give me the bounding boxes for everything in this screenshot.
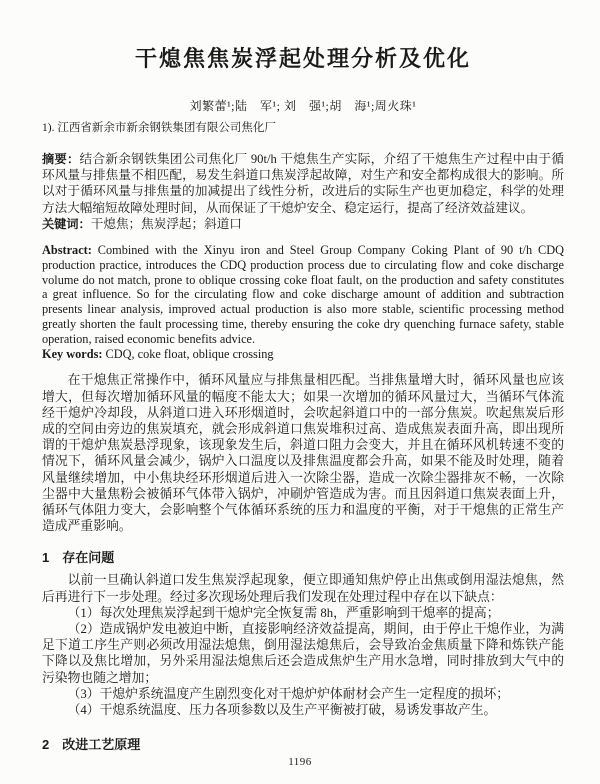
- keywords-cn-text: 干熄焦；焦炭浮起；斜道口: [90, 216, 242, 231]
- section-1-item-2: （2）造成锅炉发电被迫中断，直接影响经济效益提高，期间，由于停止干熄作业，为满足下道工序生产则必须改用湿法熄焦，倒用湿法熄焦后，会导致冶金焦质量下降和炼铁产能下降以及焦比增加，另外采用湿法熄焦后还会造成焦炉生产用水急增，同时排放到大气中的污染物也随之增加；: [42, 622, 564, 685]
- page-number: 1196: [288, 756, 312, 768]
- abstract-cn: [42, 151, 564, 216]
- keywords-en-label: Key words:: [42, 346, 103, 361]
- keywords-cn-label: 关键词：: [42, 216, 91, 231]
- abstract-cn-text: 结合新余钢铁集团公司焦化厂 90t/h 干熄焦生产实际，介绍了干熄焦生产过程中由于循环风量与排焦量不相匹配，易发生斜道口焦炭浮起故障，对生产和安全都构成很大的影响。所以对于循环风量与排焦量的加减提出了线性分析，改进后的实际生产也更加稳定，科学的处理方法大幅缩短故障处理时间，从而保证了干熄炉安全、稳定运行，提高了经济效益建议。: [42, 152, 565, 215]
- abstract-en-label: Abstract:: [42, 243, 92, 258]
- body-paragraph-1: 在干熄焦正常操作中，循环风量应与排焦量相匹配。当排焦量增大时，循环风量也应该增大，但每次增加循环风量的幅度不能太大；如果一次增加的循环风量过大，当循环气体流经干熄炉冷却段，从斜道口进入环形烟道时，会吹起斜道口中的一部分焦炭。吹起焦炭后形成的空间由旁边的焦炭填充，就会形成斜道口焦炭堆积过高、造成焦炭表面升高，即出现所谓的干熄炉焦炭悬浮现象，该现象发生后，斜道口阻力会变大，并且在循环风机转速不变的情况下，循环风量会减少，锅炉入口温度以及排焦温度都会升高，如果不能及时处理，随着风量继续增加，中小焦块经环形烟道后进入一次除尘器，造成一次除尘器排灰不畅，一次除尘器中大量焦粉会被循环气体带入锅炉，冲刷炉管造成为害。而且因斜道口焦炭表面上升，循环气体阻力变大，会影响整个气体循环系统的压力和温度的平衡，对于干熄焦的正常生产造成严重影响。: [42, 373, 564, 534]
- keywords-en: [42, 347, 564, 362]
- section-1-item-3: （3）干熄炉系统温度产生剧烈变化对干熄炉炉体耐材会产生一定程度的损坏；: [67, 686, 510, 701]
- abstract-en-text: Combined with the Xinyu iron and Steel Group Company Coking Plant of 90 t/h CDQ production practice, introduces the CDQ production process due to circulating flow and coke discharge volume do not match, prone to oblique crossing coke float fault, on the production and safety constitutes a great influence. So for the circulating flow and coke discharge amount of addition and subtraction presents linear analysis, improved actual production is also more stable, scientific processing method greatly shorten the fault processing time, thereby ensuring the coke dry quenching furnace safety, stable operation, raised economic benefits advice.: [42, 243, 564, 346]
- keywords-cn: [42, 216, 564, 232]
- section-1-item-4: （4）干熄系统温度、压力各项参数以及生产平衡被打破，易诱发事故产生。: [67, 703, 497, 718]
- authors-line: 刘繁蕾¹;陆 军¹; 刘 强¹;胡 海¹;周火珠¹: [189, 99, 417, 113]
- section-1-intro: 以前一旦确认斜道口发生焦炭浮起现象，便立即通知焦炉停止出焦或倒用湿法熄焦，然后再进行下一步处理。经过多次现场处理后我们发现在处理过程中存在以下缺点：: [42, 573, 564, 604]
- abstract-en: [42, 243, 564, 347]
- affiliation-line: 1). 江西省新余市新余钢铁集团有限公司焦化厂: [42, 122, 276, 134]
- section-2-heading: 2 改进工艺原理: [42, 737, 141, 753]
- keywords-en-text: CDQ, coke float, oblique crossing: [102, 346, 274, 361]
- section-1-heading: 1 存在问题: [42, 550, 115, 566]
- paper-title: 干熄焦焦炭浮起处理分析及优化: [134, 46, 471, 71]
- abstract-cn-label: 摘要：: [42, 152, 80, 166]
- section-1-item-1: （1）每次处理焦炭浮起到干熄炉完全恢复需 8h，严重影响到干熄率的提高；: [67, 605, 500, 620]
